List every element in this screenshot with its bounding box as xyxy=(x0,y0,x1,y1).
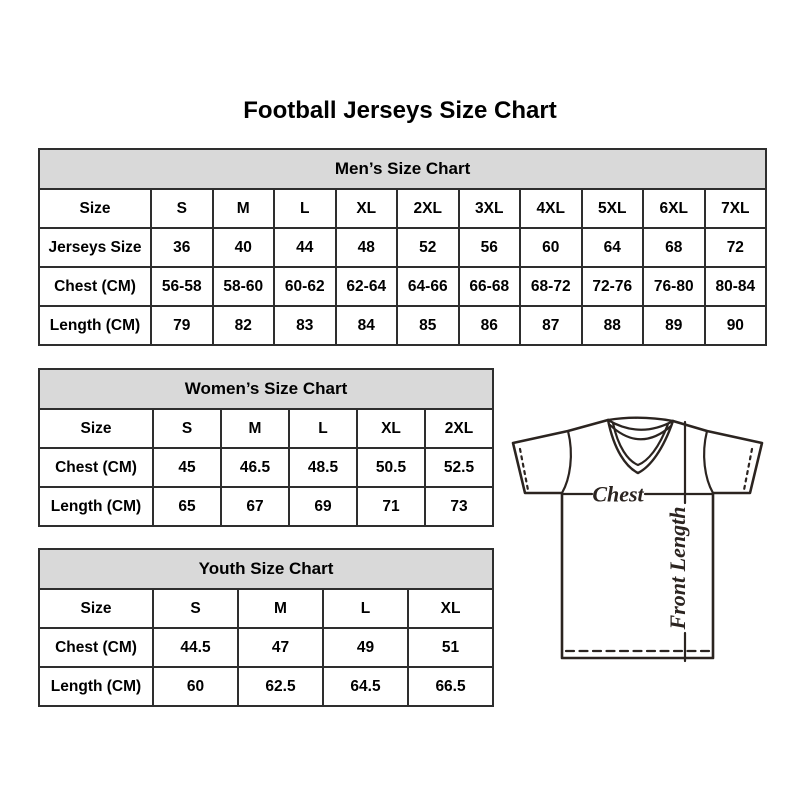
youth-cell: 60 xyxy=(153,667,238,706)
womens-cell: S xyxy=(153,409,221,448)
mens-cell: XL xyxy=(336,189,398,228)
womens-size-chart-table xyxy=(38,368,494,527)
mens-cell: 79 xyxy=(151,306,213,345)
womens-cell: 50.5 xyxy=(357,448,425,487)
youth-cell: S xyxy=(153,589,238,628)
mens-cell: 72 xyxy=(705,228,767,267)
mens-cell: 56-58 xyxy=(151,267,213,306)
womens-row-label: Size xyxy=(39,409,153,448)
youth-cell: M xyxy=(238,589,323,628)
mens-cell: 80-84 xyxy=(705,267,767,306)
womens-cell: 52.5 xyxy=(425,448,493,487)
mens-cell: 86 xyxy=(459,306,521,345)
mens-cell: 82 xyxy=(213,306,275,345)
mens-cell: 60 xyxy=(520,228,582,267)
youth-cell: L xyxy=(323,589,408,628)
womens-cell: 69 xyxy=(289,487,357,526)
womens-cell: 46.5 xyxy=(221,448,289,487)
collar-top-edge xyxy=(608,418,673,421)
mens-cell: 62-64 xyxy=(336,267,398,306)
mens-cell: S xyxy=(151,189,213,228)
mens-cell: 5XL xyxy=(582,189,644,228)
youth-cell: 44.5 xyxy=(153,628,238,667)
mens-cell: 83 xyxy=(274,306,336,345)
mens-table-row xyxy=(39,189,766,228)
youth-cell: 49 xyxy=(323,628,408,667)
womens-cell: M xyxy=(221,409,289,448)
youth-size-chart-table xyxy=(38,548,494,707)
mens-table-title: Men’s Size Chart xyxy=(39,149,766,189)
youth-cell: 62.5 xyxy=(238,667,323,706)
mens-cell: 68 xyxy=(643,228,705,267)
mens-table-row xyxy=(39,267,766,306)
mens-cell: 88 xyxy=(582,306,644,345)
mens-cell: 3XL xyxy=(459,189,521,228)
womens-table-row xyxy=(39,487,493,526)
mens-size-chart-table xyxy=(38,148,767,346)
mens-cell: 72-76 xyxy=(582,267,644,306)
mens-row-label: Length (CM) xyxy=(39,306,151,345)
youth-row-label: Chest (CM) xyxy=(39,628,153,667)
youth-cell: 66.5 xyxy=(408,667,493,706)
womens-row-label: Length (CM) xyxy=(39,487,153,526)
womens-cell: 48.5 xyxy=(289,448,357,487)
womens-table-row xyxy=(39,448,493,487)
mens-cell: 76-80 xyxy=(643,267,705,306)
armhole-seam-left xyxy=(562,431,571,493)
youth-table-row xyxy=(39,667,493,706)
youth-table-row xyxy=(39,628,493,667)
mens-cell: 84 xyxy=(336,306,398,345)
mens-cell: 58-60 xyxy=(213,267,275,306)
womens-cell: L xyxy=(289,409,357,448)
womens-cell: 71 xyxy=(357,487,425,526)
womens-row-label: Chest (CM) xyxy=(39,448,153,487)
mens-row-label: Jerseys Size xyxy=(39,228,151,267)
mens-cell: 66-68 xyxy=(459,267,521,306)
mens-row-label: Chest (CM) xyxy=(39,267,151,306)
mens-cell: 36 xyxy=(151,228,213,267)
youth-cell: 47 xyxy=(238,628,323,667)
youth-row-label: Length (CM) xyxy=(39,667,153,706)
womens-table-row xyxy=(39,409,493,448)
womens-table-title: Women’s Size Chart xyxy=(39,369,493,409)
collar-back-arc-outer xyxy=(608,420,673,430)
mens-cell: M xyxy=(213,189,275,228)
youth-table-title: Youth Size Chart xyxy=(39,549,493,589)
womens-cell: XL xyxy=(357,409,425,448)
youth-cell: 64.5 xyxy=(323,667,408,706)
mens-cell: L xyxy=(274,189,336,228)
mens-cell: 2XL xyxy=(397,189,459,228)
mens-cell: 44 xyxy=(274,228,336,267)
womens-cell: 2XL xyxy=(425,409,493,448)
youth-table-row xyxy=(39,589,493,628)
mens-cell: 52 xyxy=(397,228,459,267)
mens-cell: 4XL xyxy=(520,189,582,228)
chest-measure-label: Chest xyxy=(592,481,644,507)
womens-cell: 45 xyxy=(153,448,221,487)
mens-cell: 68-72 xyxy=(520,267,582,306)
mens-cell: 64-66 xyxy=(397,267,459,306)
youth-cell: XL xyxy=(408,589,493,628)
mens-cell: 56 xyxy=(459,228,521,267)
womens-cell: 73 xyxy=(425,487,493,526)
sleeve-stitch-right xyxy=(744,449,752,490)
jersey-measurement-diagram xyxy=(500,403,772,673)
mens-cell: 90 xyxy=(705,306,767,345)
mens-cell: 85 xyxy=(397,306,459,345)
mens-cell: 87 xyxy=(520,306,582,345)
mens-cell: 7XL xyxy=(705,189,767,228)
mens-table-row xyxy=(39,306,766,345)
page-title: Football Jerseys Size Chart xyxy=(243,97,557,124)
front-length-measure-label: Front Length xyxy=(665,506,690,630)
mens-cell: 64 xyxy=(582,228,644,267)
mens-cell: 89 xyxy=(643,306,705,345)
mens-table-row xyxy=(39,228,766,267)
youth-row-label: Size xyxy=(39,589,153,628)
womens-cell: 65 xyxy=(153,487,221,526)
jersey-illustration xyxy=(500,403,772,673)
womens-cell: 67 xyxy=(221,487,289,526)
mens-cell: 60-62 xyxy=(274,267,336,306)
youth-cell: 51 xyxy=(408,628,493,667)
armhole-seam-right xyxy=(704,431,713,493)
jersey-outline xyxy=(513,420,762,658)
mens-cell: 48 xyxy=(336,228,398,267)
mens-cell: 6XL xyxy=(643,189,705,228)
mens-row-label: Size xyxy=(39,189,151,228)
mens-cell: 40 xyxy=(213,228,275,267)
